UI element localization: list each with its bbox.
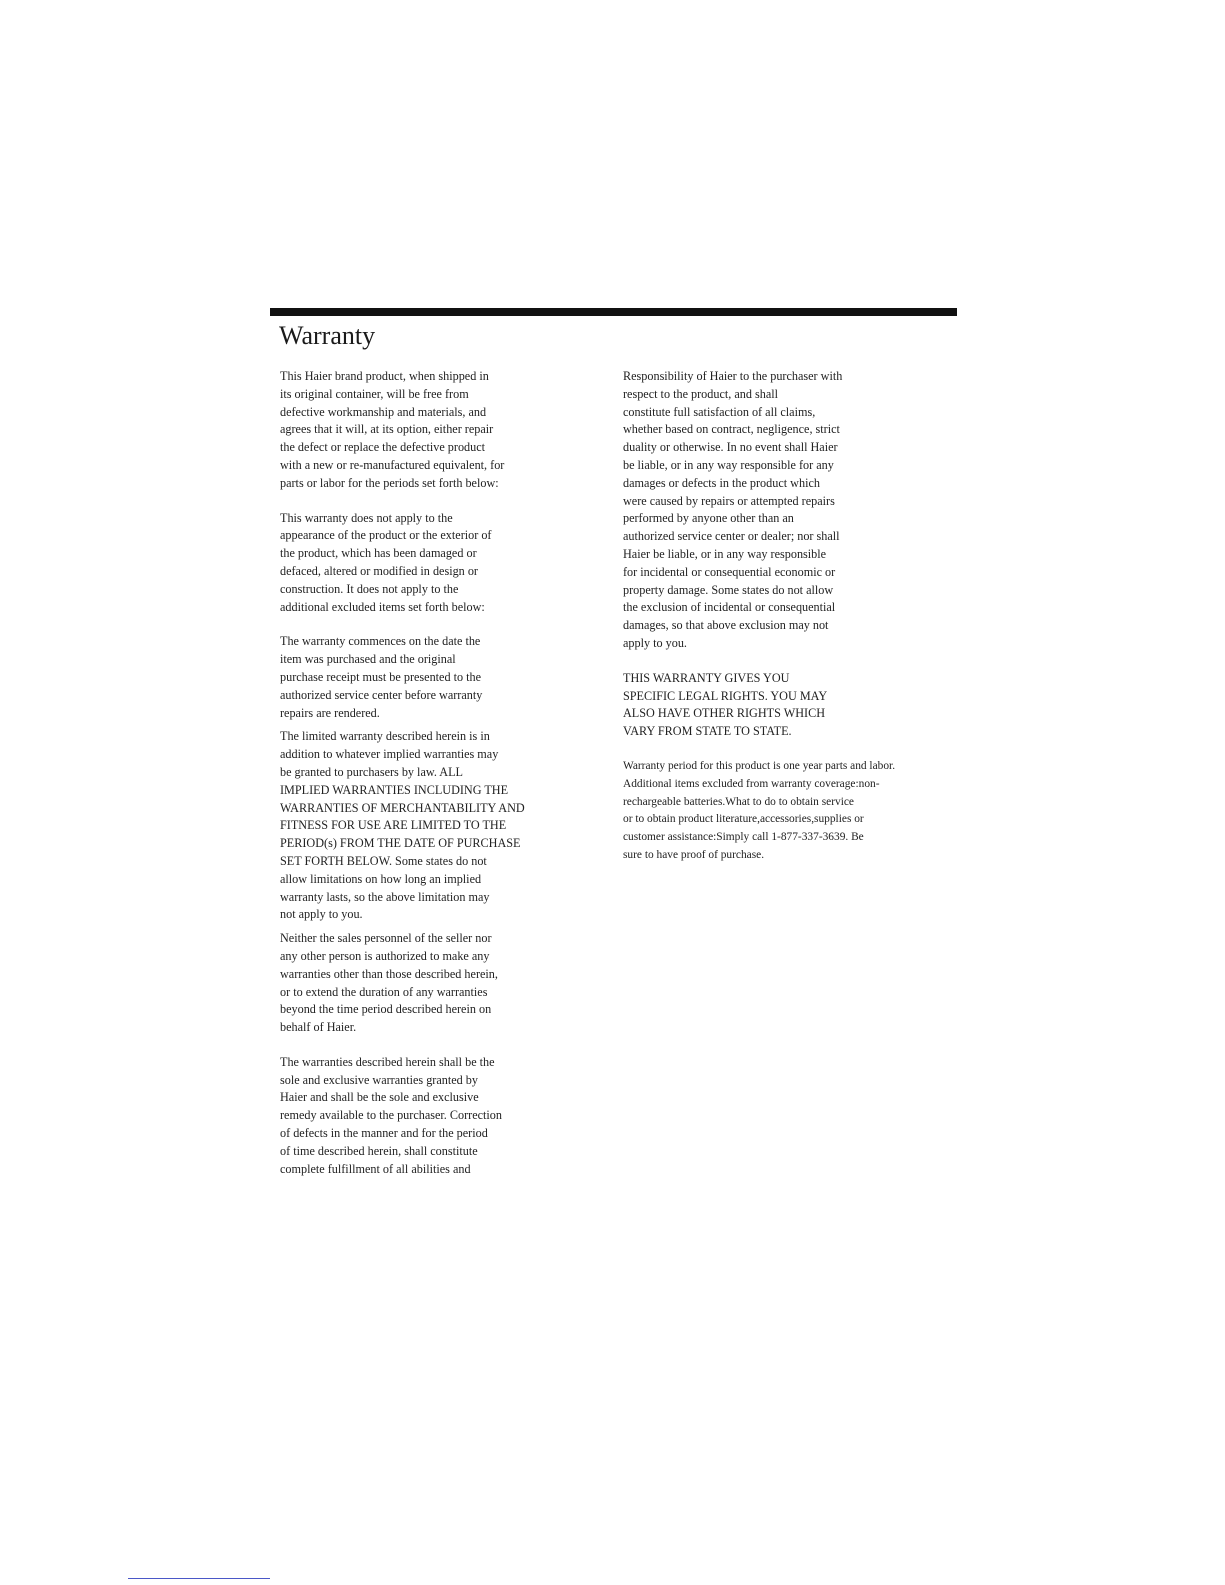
paragraph-commencement: The warranty commences on the date the item was purchased and the original purchase receipt must be presented to the authorized service center before warranty repairs are rendered. bbox=[280, 634, 483, 720]
paragraph-responsibility: Responsibility of Haier to the purchaser with respect to the product, and shall constitute full satisfaction of all claims, whether based on contract, negligence, strict duality or otherwise. In no event shall Haier be liable, or in any way responsible for any damages or defects in the product which were caused by repairs or attempted repairs performed by anyone other than an authorized service center or dealer; nor shall Haier be liable, or in any way responsible for incidental or consequential economic or property damage. Some states do not allow the exclusion of incidental or consequential damages, so that above exclusion may not apply to you. bbox=[623, 369, 843, 650]
page-title: Warranty bbox=[279, 321, 376, 350]
paragraph-coverage: This Haier brand product, when shipped in its original container, will be free from defective workmanship and materials, and agrees that it will, at its option, either repair the defect or replace the defective product with a new or re-manufactured equivalent, for parts or labor for the periods set forth below: bbox=[280, 369, 505, 490]
title-rule bbox=[270, 308, 957, 316]
paragraph-warranty-period: Warranty period for this product is one year parts and labor. Additional items excluded from warranty coverage:non- rechargeable batteries.What to do to obtain service or to obtain product literature,accessories,supplies or customer assistance:Simply call 1-877-337-3639. Be sure to have proof of purchase. bbox=[623, 759, 896, 861]
left-column bbox=[280, 368, 545, 1178]
footer-link-underline bbox=[128, 1578, 270, 1579]
paragraph-legal-rights: THIS WARRANTY GIVES YOU SPECIFIC LEGAL RIGHTS. YOU MAY ALSO HAVE OTHER RIGHTS WHICH VARY FROM STATE TO STATE. bbox=[623, 670, 828, 739]
paragraph-authorization: Neither the sales personnel of the seller nor any other person is authorized to make any warranties other than those described herein, or to extend the duration of any warranties beyond the time period described herein on behalf of Haier. bbox=[280, 931, 498, 1035]
paragraph-exclusions: This warranty does not apply to the appearance of the product or the exterior of the product, which has been damaged or defaced, altered or modified in design or construction. It does not apply to the additional excluded items set forth below: bbox=[280, 510, 492, 614]
paragraph-exclusive-remedy: The warranties described herein shall be the sole and exclusive warranties granted by Haier and shall be the sole and exclusive remedy available to the purchaser. Correction of defects in the manner and for the period of time described herein, shall constitute complete fulfillment of all abilities and bbox=[280, 1054, 502, 1176]
paragraph-implied-warranties: The limited warranty described herein is in addition to whatever implied warranties may be granted to purchasers by law. ALL IMPLIED WARRANTIES INCLUDING THE WARRANTIES OF MERCHANTABILITY AND FITNESS FOR USE ARE LIMITED TO THE PERIOD(s) FROM THE DATE OF PURCHASE SET FORTH BELOW. Some states do not allow limitations on how long an implied warranty lasts, so the above limitation may not apply to you. bbox=[280, 729, 525, 922]
right-column bbox=[623, 368, 923, 865]
